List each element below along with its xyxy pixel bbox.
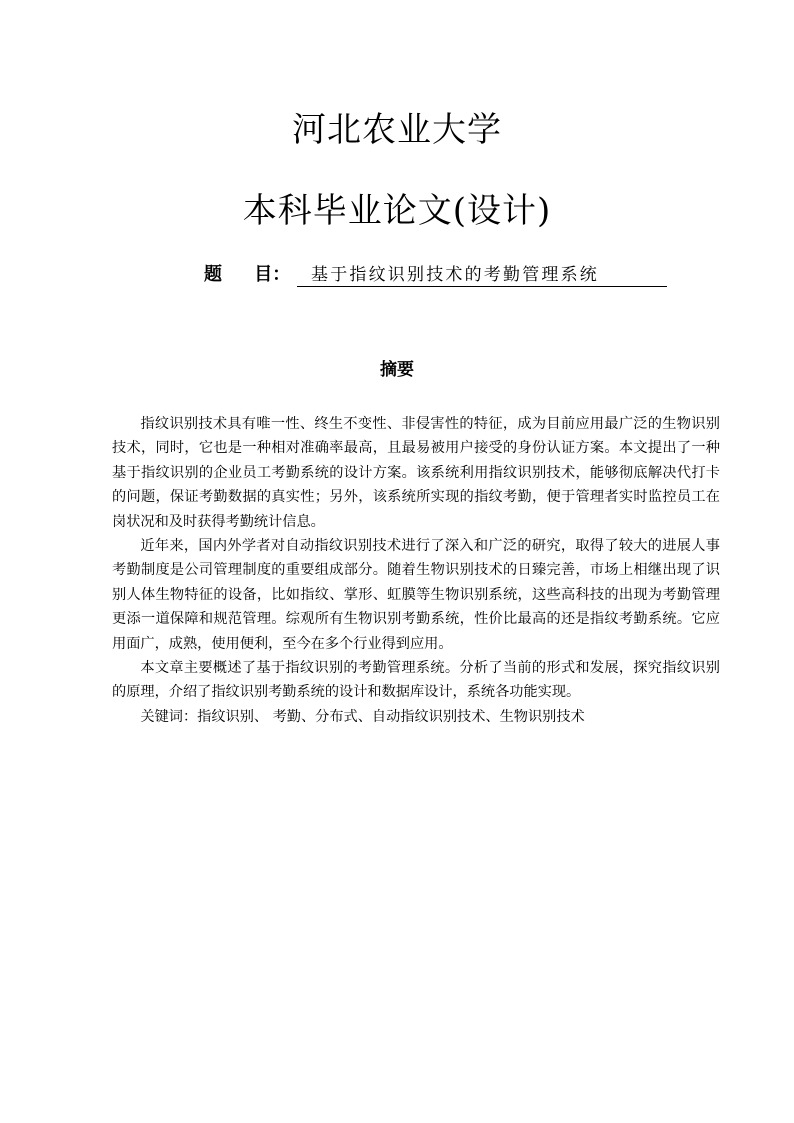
thesis-title-label: 题 目： [204,264,291,285]
abstract-body [112,412,720,729]
abstract-keywords: 关键词：指纹识别、 考勤、分布式、自动指纹识别技术、生物识别技术 [140,708,585,725]
abstract-heading: 摘要 [380,360,414,380]
abstract-paragraph-3: 本文章主要概述了基于指纹识别的考勤管理系统。分析了当前的形式和发展，探究指纹识别的原理，介绍了指纹识别考勤系统的设计和数据库设计，系统各功能实现。 [112,660,720,701]
thesis-title-value: 基于指纹识别技术的考勤管理系统 [311,265,599,285]
thesis-type-title: 本科毕业论文(设计) [242,191,552,231]
abstract-paragraph-1: 指纹识别技术具有唯一性、终生不变性、非侵害性的特征，成为目前应用最广泛的生物识别技术，同时，它也是一种相对准确率最高，且最易被用户接受的身份认证方案。本文提出了一种基于指纹识别的企业员工考勤系统的设计方案。该系统利用指纹识别技术，能够彻底解决代打卡的问题，保证考勤数据的真实性；另外，该系统所实现的指纹考勤，便于管理者实时监控员工在岗状况和及时获得考勤统计信息。 [112,416,720,530]
university-name: 河北农业大学 [292,110,502,150]
abstract-paragraph-2: 近年来，国内外学者对自动指纹识别技术进行了深入和广泛的研究，取得了较大的进展人事考勤制度是公司管理制度的重要组成部分。随着生物识别技术的日臻完善，市场上相继出现了识别人体生物特征的设备，比如指纹、掌形、虹膜等生物识别系统，这些高科技的出现为考勤管理更添一道保障和规范管理。综观所有生物识别考勤系统，性价比最高的还是指纹考勤系统。它应用面广，成熟，使用便利，至今在多个行业得到应用。 [112,538,720,652]
thesis-title-underline [297,263,667,287]
thesis-title-row [204,263,684,289]
